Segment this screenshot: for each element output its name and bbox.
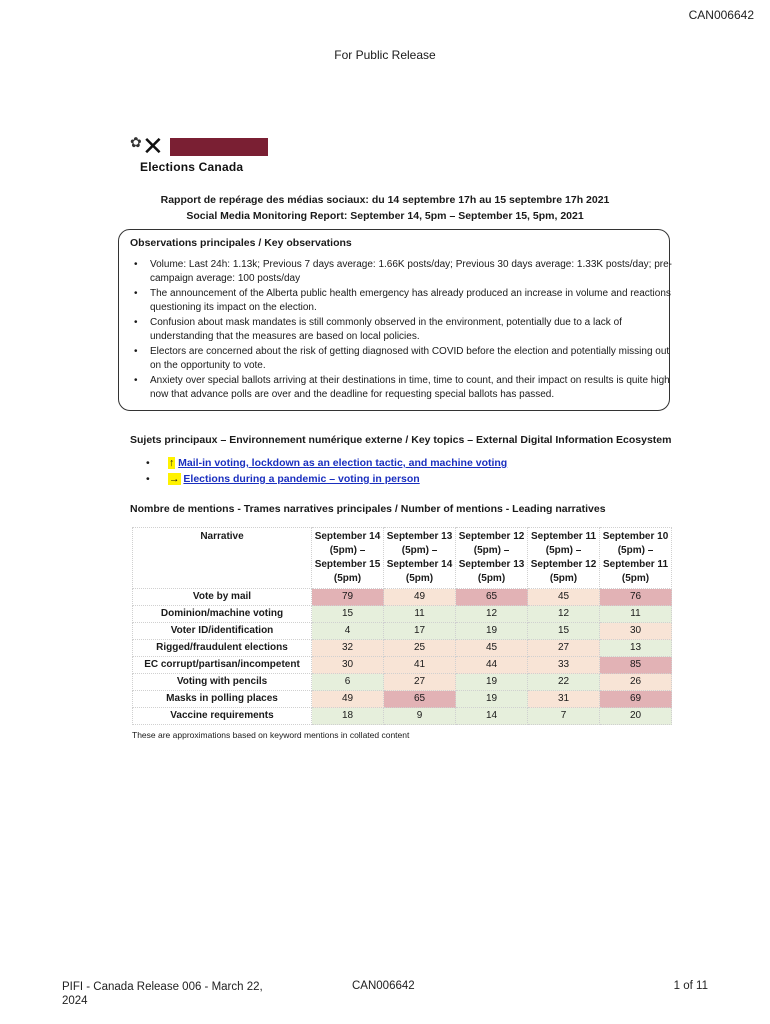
topic-link-elections-pandemic[interactable]: Elections during a pandemic – voting in person	[183, 473, 420, 485]
topic-item	[146, 471, 507, 487]
mention-count-cell: 27	[384, 674, 456, 691]
observation-item: • Volume: Last 24h: 1.13k; Previous 7 days average: 1.66K posts/day; Previous 30 days average: 1.33K posts/day; pre-campaign average: 100 posts/day	[130, 258, 675, 286]
mention-count-cell: 19	[456, 691, 528, 708]
mention-count-cell: 27	[528, 640, 600, 657]
observation-item: • The announcement of the Alberta public health emergency has already produced an increase in volume and reactions questioning its impact on the election.	[130, 287, 675, 315]
mention-count-cell: 15	[312, 606, 384, 623]
mention-count-cell: 20	[600, 708, 672, 725]
table-header-row	[133, 528, 672, 589]
mentions-heading: Nombre de mentions - Trames narratives principales / Number of mentions - Leading narratives	[130, 503, 606, 515]
mention-count-cell: 26	[600, 674, 672, 691]
maple-leaf-icon: ✿	[130, 134, 142, 150]
mention-count-cell: 65	[384, 691, 456, 708]
mention-count-cell: 69	[600, 691, 672, 708]
mention-count-cell: 30	[600, 623, 672, 640]
mention-count-cell: 18	[312, 708, 384, 725]
mention-count-cell: 14	[456, 708, 528, 725]
table-row	[133, 657, 672, 674]
mention-count-cell: 7	[528, 708, 600, 725]
arrow-right-icon: →	[169, 473, 180, 485]
mention-count-cell: 31	[528, 691, 600, 708]
mention-count-cell: 79	[312, 589, 384, 606]
topics-list	[146, 455, 507, 487]
narrative-cell: Vaccine requirements	[133, 708, 312, 725]
narrative-cell: Masks in polling places	[133, 691, 312, 708]
topic-item	[146, 455, 507, 471]
arrow-up-icon: ↑	[169, 457, 175, 469]
report-title-fr: Rapport de repérage des médias sociaux: du 14 septembre 17h au 15 septembre 17h 2021	[160, 194, 610, 206]
observation-item: • Anxiety over special ballots arriving at their destinations in time, time to count, and their impact on results is quite high now that advance polls are over and the deadline for requesting special ballots has passed.	[130, 374, 675, 402]
release-label: For Public Release	[334, 48, 436, 62]
mention-count-cell: 25	[384, 640, 456, 657]
mention-count-cell: 44	[456, 657, 528, 674]
narrative-cell: Rigged/fraudulent elections	[133, 640, 312, 657]
narrative-cell: Dominion/machine voting	[133, 606, 312, 623]
observations-heading: Observations principales / Key observations	[130, 237, 352, 249]
table-row	[133, 640, 672, 657]
logo-x-mark: ✕	[142, 131, 164, 161]
narrative-cell: Vote by mail	[133, 589, 312, 606]
topic-link-mail-in-voting[interactable]: Mail-in voting, lockdown as an election tactic, and machine voting	[178, 457, 508, 469]
mention-count-cell: 49	[384, 589, 456, 606]
mention-count-cell: 17	[384, 623, 456, 640]
column-header-sep11: September 11 (5pm) – September 12 (5pm)	[528, 528, 600, 589]
mentions-table-body	[133, 589, 672, 725]
mention-count-cell: 4	[312, 623, 384, 640]
mention-count-cell: 45	[528, 589, 600, 606]
footer-doc-id: CAN006642	[352, 980, 415, 992]
mention-count-cell: 15	[528, 623, 600, 640]
mention-count-cell: 9	[384, 708, 456, 725]
mention-count-cell: 13	[600, 640, 672, 657]
mention-count-cell: 30	[312, 657, 384, 674]
mention-count-cell: 19	[456, 623, 528, 640]
mention-count-cell: 33	[528, 657, 600, 674]
logo-bar	[170, 138, 268, 156]
mentions-table	[132, 527, 672, 725]
column-header-sep13: September 13 (5pm) – September 14 (5pm)	[384, 528, 456, 589]
footer-release: PIFI - Canada Release 006 - March 22, 2024	[62, 981, 263, 1007]
narrative-cell: Voter ID/identification	[133, 623, 312, 640]
mention-count-cell: 49	[312, 691, 384, 708]
mention-count-cell: 76	[600, 589, 672, 606]
mention-count-cell: 65	[456, 589, 528, 606]
table-row	[133, 691, 672, 708]
mention-count-cell: 22	[528, 674, 600, 691]
mention-count-cell: 41	[384, 657, 456, 674]
table-row	[133, 623, 672, 640]
footer-page-number: 1 of 11	[673, 980, 708, 992]
table-note: These are approximations based on keyword mentions in collated content	[132, 730, 410, 740]
narrative-cell: EC corrupt/partisan/incompetent	[133, 657, 312, 674]
observation-item: • Confusion about mask mandates is still commonly observed in the environment, potentially due to a lack of understanding that the measures are based on local policies.	[130, 316, 675, 344]
mention-count-cell: 85	[600, 657, 672, 674]
mention-count-cell: 45	[456, 640, 528, 657]
mention-count-cell: 32	[312, 640, 384, 657]
mention-count-cell: 19	[456, 674, 528, 691]
column-header-sep14: September 14 (5pm) – September 15 (5pm)	[312, 528, 384, 589]
table-row	[133, 674, 672, 691]
observations-list	[130, 258, 675, 403]
table-row	[133, 708, 672, 725]
column-header-sep12: September 12 (5pm) – September 13 (5pm)	[456, 528, 528, 589]
column-header-narrative: Narrative	[133, 528, 312, 589]
narrative-cell: Voting with pencils	[133, 674, 312, 691]
document-stamp: CAN006642	[688, 8, 754, 22]
mention-count-cell: 12	[528, 606, 600, 623]
mention-count-cell: 11	[384, 606, 456, 623]
mention-count-cell: 12	[456, 606, 528, 623]
topics-heading: Sujets principaux – Environnement numérique externe / Key topics – External Digital Information Ecosystem	[130, 434, 672, 446]
column-header-sep10: September 10 (5pm) – September 11 (5pm)	[600, 528, 672, 589]
report-title-en: Social Media Monitoring Report: September 14, 5pm – September 15, 5pm, 2021	[186, 210, 584, 222]
mention-count-cell: 6	[312, 674, 384, 691]
mention-count-cell: 11	[600, 606, 672, 623]
table-row	[133, 589, 672, 606]
observation-item: • Electors are concerned about the risk of getting diagnosed with COVID before the election and potentially missing out on the opportunity to vote.	[130, 345, 675, 373]
table-row	[133, 606, 672, 623]
logo-text: Elections Canada	[140, 160, 244, 174]
elections-canada-logo	[130, 132, 272, 176]
